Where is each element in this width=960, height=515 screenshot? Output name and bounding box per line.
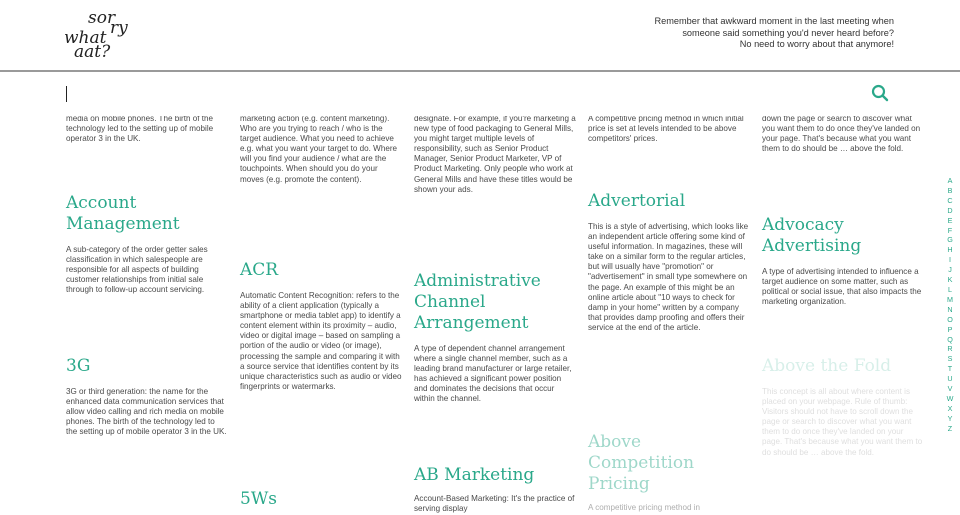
entry-definition: 3G or third generation: the name for the enhanced data communication services that allow video calling and rich media on mobile phones. The birth of the technology led to the setting up of mobile operator 3 in the UK.: [66, 387, 227, 437]
search-bar[interactable]: [0, 72, 960, 116]
alphabet-letter-c[interactable]: C: [947, 195, 953, 205]
entry-term[interactable]: AB Marketing: [414, 465, 535, 485]
alphabet-letter-k[interactable]: K: [947, 275, 953, 285]
alphabet-letter-i[interactable]: I: [949, 255, 951, 265]
alphabet-letter-l[interactable]: L: [948, 284, 952, 294]
alphabet-letter-t[interactable]: T: [947, 364, 953, 374]
alphabet-letter-m[interactable]: M: [947, 294, 953, 304]
search-icon[interactable]: [870, 83, 890, 103]
alphabet-letter-h[interactable]: H: [947, 245, 953, 255]
tagline-line-2: someone said something you'd never heard before?: [682, 27, 894, 38]
alphabet-letter-b[interactable]: B: [947, 185, 953, 195]
tagline-line-1: Remember that awkward moment in the last meeting when: [654, 16, 894, 26]
alphabet-letter-x[interactable]: X: [947, 403, 953, 413]
alphabet-letter-p[interactable]: P: [947, 324, 953, 334]
entry-definition: Account-Based Marketing: It's the practice of serving display: [414, 494, 575, 514]
entry-term[interactable]: Above Competition Pricing: [588, 432, 695, 494]
entry-term[interactable]: Advocacy Advertising: [762, 215, 862, 256]
alphabet-letter-v[interactable]: V: [947, 384, 953, 394]
entry-term[interactable]: Account Management: [66, 193, 180, 234]
entry-definition: marketing action (e.g. content marketing). Who are you trying to reach / who is the target audience. What you need to achieve e.g. what you want your target to do. Where will you find your audience / what are the touchpoints. When should you do your moves (e.g. promote the content).: [240, 116, 398, 184]
entry-term[interactable]: 5Ws: [240, 489, 278, 509]
logo[interactable]: [64, 8, 134, 64]
entry-definition: A competitive pricing method in: [588, 503, 701, 512]
tagline-line-3: No need to worry about that anymore!: [739, 39, 894, 49]
logo-line-4: aat?: [74, 42, 111, 62]
alphabet-letter-s[interactable]: S: [947, 354, 953, 364]
entry-definition: A type of advertising intended to influence a target audience on some matter, such as political or social issue, that also impacts the marketing organization.: [762, 267, 922, 307]
entry-definition: media on mobile phones. The birth of the technology led to the setting up of mobile operator 3 in the UK.: [66, 116, 214, 144]
entry-definition: A type of dependent channel arrangement where a single channel member, such as a leading brand manufacturer or large retailer, has achieved a significant power position and dominates the decisions that occur within the channel.: [414, 344, 572, 404]
alphabet-index: [944, 176, 956, 434]
logo-line-1: sor: [88, 8, 116, 28]
logo-line-3: what: [64, 28, 107, 48]
entry-term[interactable]: 3G: [66, 356, 91, 376]
tagline: [574, 16, 894, 51]
alphabet-letter-u[interactable]: U: [947, 374, 953, 384]
alphabet-letter-w[interactable]: W: [946, 393, 954, 403]
search-cursor: [66, 86, 67, 102]
entry-term[interactable]: ACR: [240, 260, 279, 280]
alphabet-letter-o[interactable]: O: [947, 314, 953, 324]
entry-definition: Automatic Content Recognition: refers to the ability of a client application (typically a smartphone or media tablet app) to identify a content element within its proximity – audio, video or digital image – based on sampling a portion of the audio or video (or image), processing the sample and comparing it with a source service that identifies content by its unique characteristics such as audio or video fingerprints or watermarks.: [240, 291, 402, 391]
alphabet-letter-q[interactable]: Q: [947, 334, 953, 344]
alphabet-letter-d[interactable]: D: [947, 205, 953, 215]
entry-term[interactable]: Advertorial: [588, 191, 686, 211]
entry-definition: This concept is all about where content is placed on your webpage. Rule of thumb: Visitors should not have to scroll down the page or search to discover what you want them to do once they've landed on your page. That's because what you want them to do should be … above the fold.: [762, 387, 923, 457]
logo-line-2: ry: [110, 18, 128, 38]
entry-term[interactable]: Above the Fold: [762, 356, 892, 376]
glossary-content: [0, 116, 960, 515]
alphabet-letter-g[interactable]: G: [947, 235, 953, 245]
entry-definition: This is a style of advertising, which looks like an independent article offering some kind of useful information. In magazines, these will take on a similar form to the regular articles, but will usually have "promotion" or "advertisement" in small type somewhere on the page. An example of this might be an online article about "10 ways to check for damp in your home" written by a company that provides damp proofing and offers their service at the end of the article.: [588, 222, 749, 332]
alphabet-letter-r[interactable]: R: [947, 344, 953, 354]
alphabet-letter-f[interactable]: F: [947, 225, 953, 235]
entry-term[interactable]: Administrative Channel Arrangement: [414, 271, 541, 333]
alphabet-letter-y[interactable]: Y: [947, 413, 953, 423]
alphabet-letter-a[interactable]: A: [947, 176, 953, 185]
alphabet-letter-n[interactable]: N: [947, 304, 953, 314]
entry-definition: designate. For example, if you're marketing a new type of food packaging to General Mills, you might target multiple levels of responsibility, such as Senior Product Manager, Senior Product Marketer, VP of Product Marketing. Only people who work at General Mills and have these titles would be shown your ads.: [414, 116, 576, 194]
alphabet-letter-e[interactable]: E: [947, 215, 953, 225]
entry-definition: down the page or search to discover what you want them to do once they've landed on your page. That's because what you want them to do should be … above the fold.: [762, 116, 921, 154]
site-header: [0, 0, 960, 70]
alphabet-letter-z[interactable]: Z: [947, 423, 953, 433]
entry-definition: A sub-category of the order getter sales classification in which salespeople are responsible for all aspects of building customer relationships from initial sale through to follow-up account servicing.: [66, 245, 208, 295]
entry-definition: A competitive pricing method in which initial price is set at levels intended to be above competitors' prices.: [588, 116, 744, 144]
alphabet-letter-j[interactable]: J: [948, 265, 952, 275]
